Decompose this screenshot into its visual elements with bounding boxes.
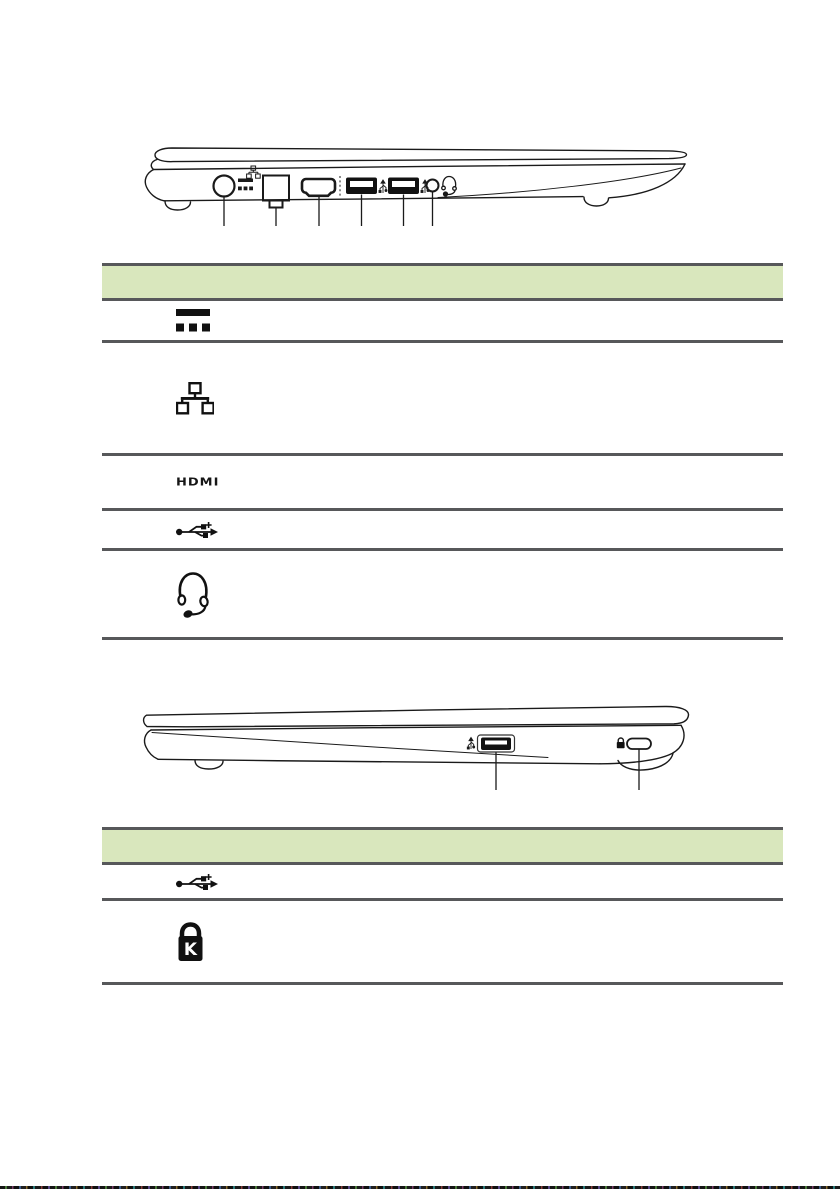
headset-jack xyxy=(427,177,457,197)
dc-in-icon xyxy=(176,309,212,332)
headset-mini-icon xyxy=(442,177,457,197)
usb-mini-icon xyxy=(379,180,387,193)
kensington-lock-icon xyxy=(176,921,205,963)
usb-mini-icon xyxy=(467,738,474,750)
laptop-right-side-illustration xyxy=(138,697,693,792)
rubber-foot-left xyxy=(165,201,191,210)
rubber-foot-left xyxy=(195,760,223,769)
right-side-ports-table xyxy=(102,827,783,985)
usb-port xyxy=(467,735,514,752)
kensington-letter: K xyxy=(183,939,198,960)
laptop-lid xyxy=(144,706,689,726)
hdmi-port xyxy=(302,176,340,198)
table-row-headset xyxy=(102,551,783,640)
table-header xyxy=(102,263,783,301)
table-row-usb xyxy=(102,511,783,551)
usb-port-2 xyxy=(388,178,429,195)
table-row-hdmi xyxy=(102,456,783,511)
table-row-ethernet xyxy=(102,343,783,456)
callout-lines xyxy=(224,192,433,226)
dc-in-mini-icon xyxy=(238,179,253,191)
table-row-usb xyxy=(102,865,783,901)
laptop-left-side-illustration xyxy=(138,143,693,233)
usb-icon xyxy=(176,872,220,891)
scan-noise-strip xyxy=(0,1186,840,1189)
hdmi-logo-text: HDMI xyxy=(176,476,220,488)
left-side-ports-table xyxy=(102,263,783,640)
table-row-kensington-lock xyxy=(102,901,783,985)
table-header xyxy=(102,827,783,865)
kensington-lock-slot xyxy=(617,738,651,749)
rubber-foot-right xyxy=(584,197,609,206)
usb-icon xyxy=(176,520,220,539)
headset-icon xyxy=(176,571,210,618)
ethernet-icon xyxy=(176,382,214,415)
table-row-dc-in xyxy=(102,301,783,343)
usb-port-1 xyxy=(346,178,387,195)
hdmi-icon xyxy=(176,475,219,490)
laptop-lid xyxy=(155,148,687,162)
lock-mini-icon xyxy=(617,738,625,748)
